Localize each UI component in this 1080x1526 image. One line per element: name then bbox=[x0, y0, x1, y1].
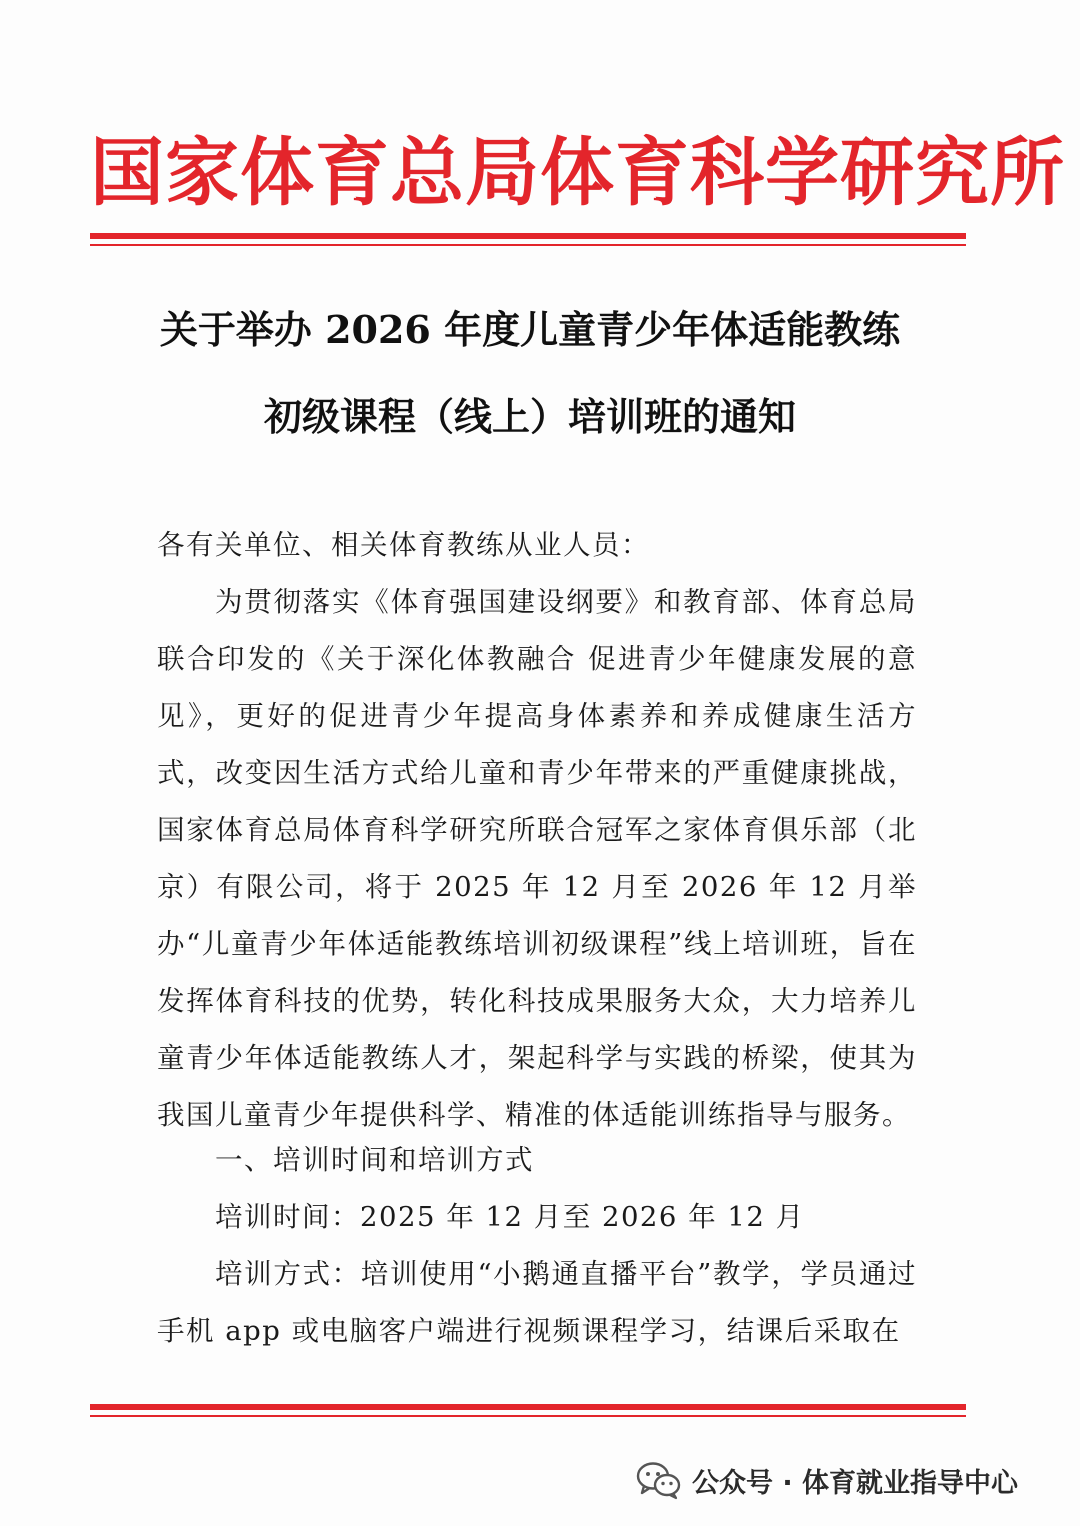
body-paragraph-intro: 为贯彻落实《体育强国建设纲要》和教育部、体育总局联合印发的《关于深化体教融合 促进青少年健康发展的意见》，更好的促进青少年提高身体素养和养成健康生活方式，改变因生活方式给儿童和青少年带来的严重健康挑战，国家体育总局体育科学研究所联合冠军之家体育俱乐部（北京）有限公司，将于 2025 年 12 月至 2026 年 12 月举办“儿童青少年体适能教练培训初级课程”线上培训班，旨在发挥体育科技的优势，转化科技成果服务大众，大力培养儿童青少年体适能教练人才，架起科学与实践的桥梁，使其为我国儿童青少年提供科学、精准的体适能训练指导与服务。 bbox=[157, 586, 917, 1131]
letterhead-org-name: 国家体育总局体育科学研究所 bbox=[90, 130, 1065, 216]
document-title-line-1: 关于举办 2026 年度儿童青少年体适能教练 bbox=[159, 307, 901, 352]
training-method-paragraph: 培训方式：培训使用“小鹅通直播平台”教学，学员通过手机 app 或电脑客户端进行视频课程学习，结课后采取在 bbox=[157, 1258, 917, 1347]
wechat-account-name: 公众号 · 体育就业指导中心 bbox=[692, 1467, 1019, 1499]
salutation: 各有关单位、相关体育教练从业人员： bbox=[157, 529, 650, 561]
wechat-watermark bbox=[636, 1456, 1018, 1504]
footer-divider-thin bbox=[90, 1415, 966, 1417]
section-heading-training-time-method: 一、培训时间和培训方式 bbox=[215, 1144, 534, 1176]
letterhead-divider-thin bbox=[90, 244, 966, 246]
footer-divider-thick bbox=[90, 1404, 966, 1410]
wechat-icon bbox=[636, 1460, 682, 1500]
document-title-line-2: 初级课程（线上）培训班的通知 bbox=[263, 394, 796, 439]
training-time-line: 培训时间：2025 年 12 月至 2026 年 12 月 bbox=[215, 1201, 805, 1233]
letterhead-divider-thick bbox=[90, 233, 966, 239]
